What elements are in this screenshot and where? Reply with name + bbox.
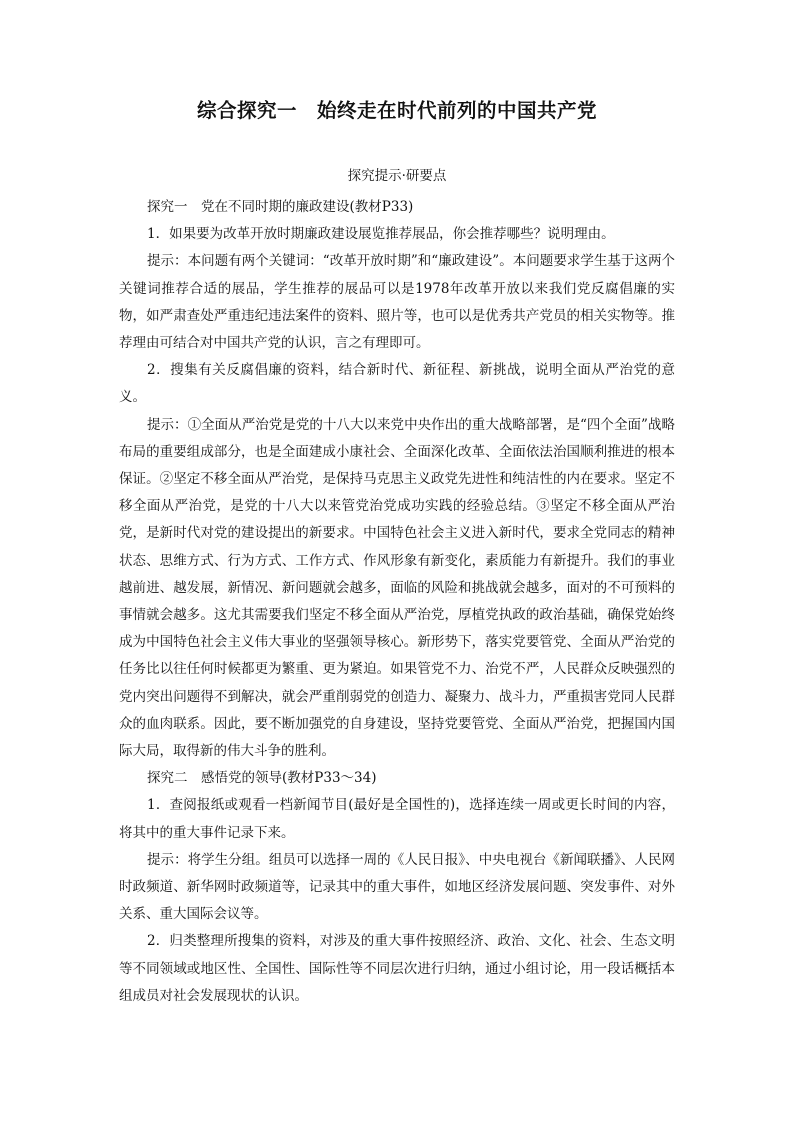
hint-1-1: 提示：本问题有两个关键词：“改革开放时期”和“廉政建设”。本问题要求学生基于这两个关键词推荐合适的展品，学生推荐的展品可以是1978年改革开放以来我们党反腐倡廉的实物，如严肃查处严重违纪违法案件的资料、照片等，也可以是优秀共产党员的相关实物等。推荐理由可结合对中国共产党的认识，言之有理即可。: [119, 253, 675, 352]
inquiry-one-heading: 探究一 党在不同时期的廉政建设(教材P33): [147, 199, 414, 215]
question-1-1: 1．如果要为改革开放时期廉政建设展览推荐展品，你会推荐哪些？说明理由。: [147, 226, 615, 243]
hint-2-1: 提示：将学生分组。组员可以选择一周的《人民日报》、中央电视台《新闻联播》、人民网时政频道、新华网时政频道等，记录其中的重大事件，如地区经济发展问题、突发事件、对外关系、重大国际会议等。: [119, 851, 675, 923]
question-2-2: 2．归类整理所搜集的资料，对涉及的重大事件按照经济、政治、文化、社会、生态文明等不同领域或地区性、全国性、国际性等不同层次进行归纳，通过小组讨论，用一段话概括本组成员对社会发展现状的认识。: [119, 933, 675, 1004]
document-title: 综合探究一 始终走在时代前列的中国共产党: [196, 99, 597, 122]
question-2-1: 1．查阅报纸或观看一档新闻节目(最好是全国性的)，选择连续一周或更长时间的内容，将其中的重大事件记录下来。: [119, 797, 675, 841]
question-1-2: 2．搜集有关反腐倡廉的资料，结合新时代、新征程、新挑战，说明全面从严治党的意义。: [119, 362, 675, 406]
hint-1-2: 提示：①全面从严治党是党的十八大以来党中央作出的重大战略部署，是“四个全面”战略布局的重要组成部分，也是全面建成小康社会、全面深化改革、全面依法治国顺利推进的根本保证。②坚定不移全面从严治党，是保持马克思主义政党先进性和纯洁性的内在要求。坚定不移全面从严治党，是党的十八大以来管党治党成功实践的经验总结。③坚定不移全面从严治党，是新时代对党的建设提出的新要求。中国特色社会主义进入新时代，要求全党同志的精神状态、思维方式、行为方式、工作方式、作风形象有新变化，素质能力有新提升。我们的事业越前进、越发展，新情况、新问题就会越多，面临的风险和挑战就会越多，面对的不可预料的事情就会越多。这尤其需要我们坚定不移全面从严治党，厚植党执政的政治基础，确保党始终成为中国特色社会主义伟大事业的坚强领导核心。新形势下，落实党要管党、全面从严治党的任务比以往任何时候都更为繁重、更为紧迫。如果管党不力、治党不严，人民群众反映强烈的党内突出问题得不到解决，就会严重削弱党的创造力、凝聚力、战斗力，严重损害党同人民群众的血肉联系。因此，要不断加强党的自身建设，坚持党要管党、全面从严治党，把握国内国际大局，取得新的伟大斗争的胜利。: [119, 416, 675, 760]
section-heading: 探究提示·研要点: [347, 168, 447, 184]
inquiry-two-heading: 探究二 感悟党的领导(教材P33～34): [147, 770, 377, 787]
document-body: [119, 194, 675, 1010]
